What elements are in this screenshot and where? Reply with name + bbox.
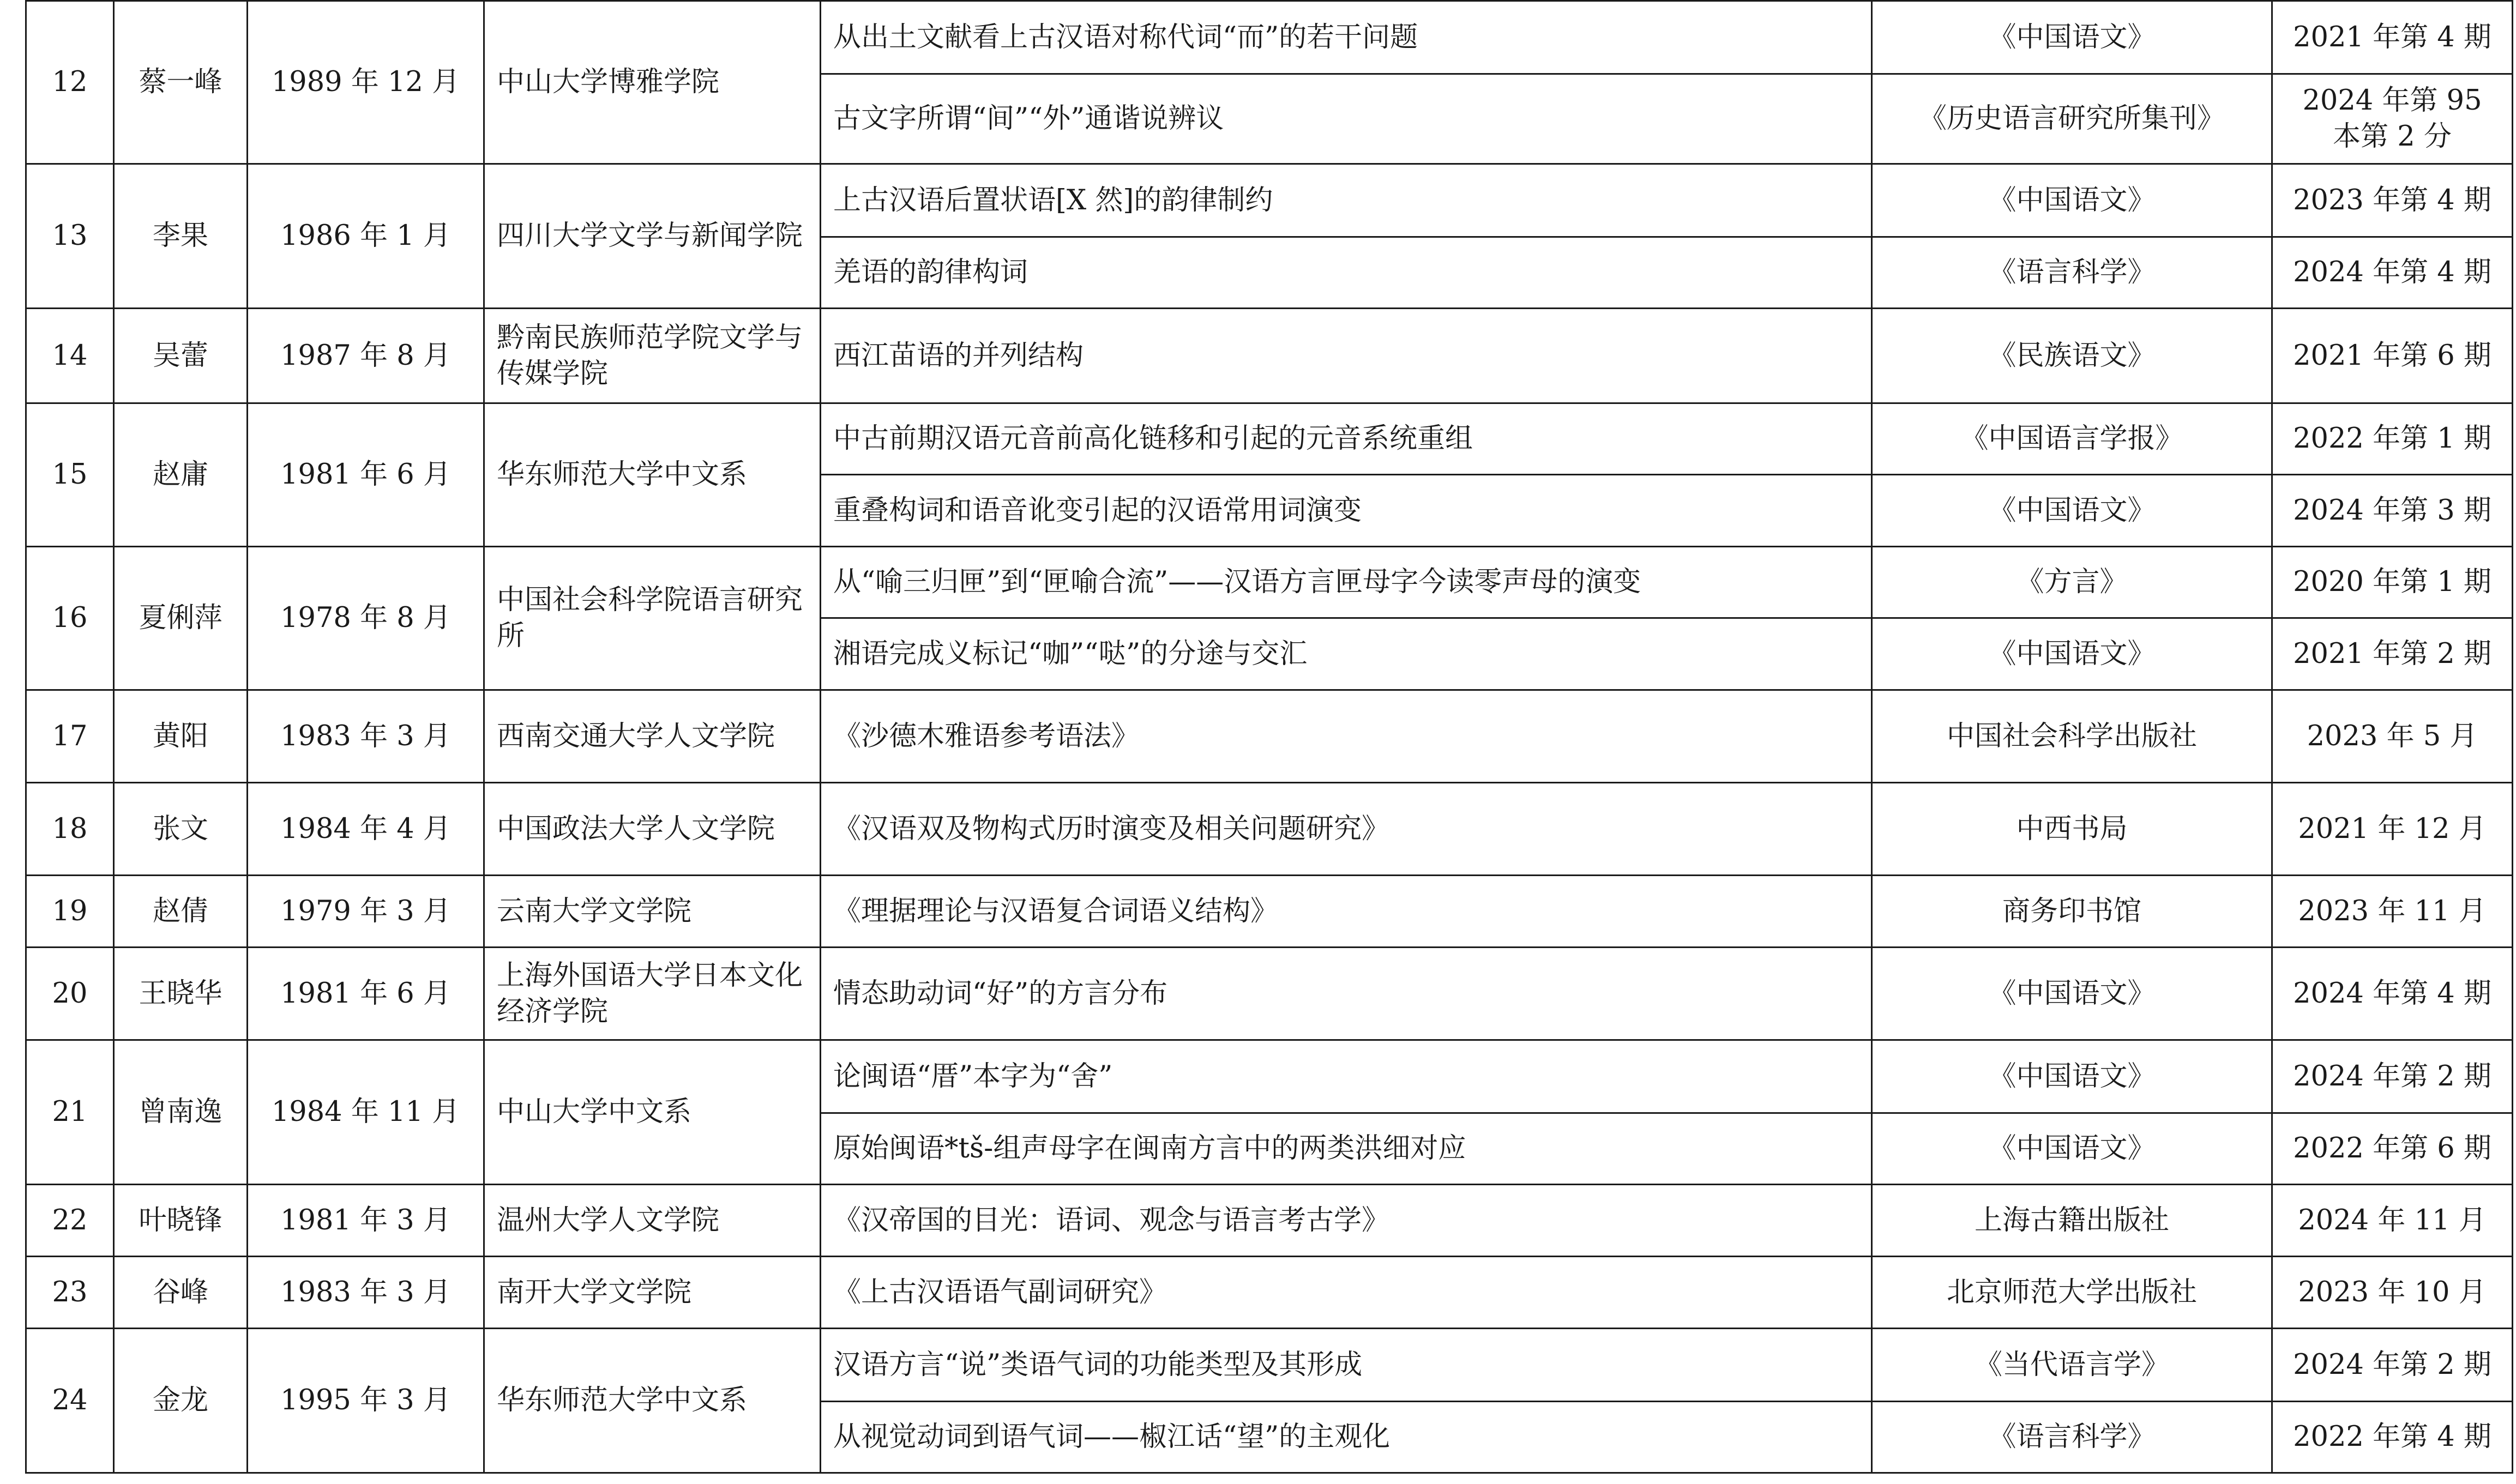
work-title: 从出土文献看上古汉语对称代词“而”的若干问题 [821, 1, 1872, 74]
table-row [26, 1329, 2513, 1402]
publication-venue: 《中国语文》 [1872, 618, 2272, 690]
work-title: 羌语的韵律构词 [821, 237, 1872, 309]
person-name: 蔡一峰 [114, 1, 248, 164]
person-name: 叶晓锋 [114, 1185, 248, 1257]
publication-date: 2022 年第 4 期 [2272, 1402, 2513, 1473]
work-title: 《理据理论与汉语复合词语义结构》 [821, 876, 1872, 948]
row-number: 18 [26, 783, 114, 876]
work-title: 中古前期汉语元音前高化链移和引起的元音系统重组 [821, 403, 1872, 475]
publication-date: 2021 年第 6 期 [2272, 309, 2513, 403]
publication-venue: 《历史语言研究所集刊》 [1872, 74, 2272, 164]
row-number: 17 [26, 690, 114, 783]
work-title: 《上古汉语语气副词研究》 [821, 1257, 1872, 1329]
affiliation: 中山大学中文系 [484, 1040, 821, 1185]
publication-venue: 《中国语言学报》 [1872, 403, 2272, 475]
table-row [26, 403, 2513, 475]
publication-date: 2024 年第 2 期 [2272, 1040, 2513, 1113]
table-row [26, 309, 2513, 403]
affiliation: 黔南民族师范学院文学与传媒学院 [484, 309, 821, 403]
affiliation: 华东师范大学中文系 [484, 1329, 821, 1473]
publication-venue: 《语言科学》 [1872, 237, 2272, 309]
row-number: 21 [26, 1040, 114, 1185]
work-title: 古文字所谓“间”“外”通谐说辨议 [821, 74, 1872, 164]
work-title: 《汉帝国的目光：语词、观念与语言考古学》 [821, 1185, 1872, 1257]
birth-date: 1983 年 3 月 [248, 690, 484, 783]
publication-venue: 《民族语文》 [1872, 309, 2272, 403]
table-row [26, 164, 2513, 237]
publication-venue: 《中国语文》 [1872, 1, 2272, 74]
birth-date: 1987 年 8 月 [248, 309, 484, 403]
table-row [26, 1040, 2513, 1113]
work-title: 情态助动词“好”的方言分布 [821, 948, 1872, 1040]
publication-date: 2023 年 10 月 [2272, 1257, 2513, 1329]
table-row [26, 1185, 2513, 1257]
work-title: 《沙德木雅语参考语法》 [821, 690, 1872, 783]
publication-venue: 《方言》 [1872, 547, 2272, 618]
person-name: 吴蕾 [114, 309, 248, 403]
publication-venue: 《中国语文》 [1872, 475, 2272, 547]
birth-date: 1995 年 3 月 [248, 1329, 484, 1473]
publication-date: 2022 年第 6 期 [2272, 1113, 2513, 1185]
affiliation: 华东师范大学中文系 [484, 403, 821, 547]
affiliation: 上海外国语大学日本文化经济学院 [484, 948, 821, 1040]
person-name: 赵庸 [114, 403, 248, 547]
row-number: 15 [26, 403, 114, 547]
row-number: 22 [26, 1185, 114, 1257]
person-name: 谷峰 [114, 1257, 248, 1329]
publication-date: 2024 年第 3 期 [2272, 475, 2513, 547]
affiliation: 中国政法大学人文学院 [484, 783, 821, 876]
work-title: 从视觉动词到语气词——椒江话“望”的主观化 [821, 1402, 1872, 1473]
publication-date: 2024 年第 4 期 [2272, 237, 2513, 309]
work-title: 汉语方言“说”类语气词的功能类型及其形成 [821, 1329, 1872, 1402]
birth-date: 1981 年 6 月 [248, 403, 484, 547]
row-number: 19 [26, 876, 114, 948]
publication-date: 2024 年 11 月 [2272, 1185, 2513, 1257]
work-title: 《汉语双及物构式历时演变及相关问题研究》 [821, 783, 1872, 876]
person-name: 黄阳 [114, 690, 248, 783]
row-number: 16 [26, 547, 114, 690]
publication-venue: 商务印书馆 [1872, 876, 2272, 948]
affiliation: 南开大学文学院 [484, 1257, 821, 1329]
birth-date: 1978 年 8 月 [248, 547, 484, 690]
publication-date: 2023 年 11 月 [2272, 876, 2513, 948]
person-name: 曾南逸 [114, 1040, 248, 1185]
publication-venue: 《语言科学》 [1872, 1402, 2272, 1473]
publication-date: 2024 年第 95 本第 2 分 [2272, 74, 2513, 164]
publication-venue: 北京师范大学出版社 [1872, 1257, 2272, 1329]
person-name: 金龙 [114, 1329, 248, 1473]
table-row [26, 547, 2513, 618]
affiliation: 温州大学人文学院 [484, 1185, 821, 1257]
birth-date: 1979 年 3 月 [248, 876, 484, 948]
publication-venue: 中西书局 [1872, 783, 2272, 876]
publication-date: 2021 年 12 月 [2272, 783, 2513, 876]
work-title: 论闽语“厝”本字为“舍” [821, 1040, 1872, 1113]
publication-date: 2023 年第 4 期 [2272, 164, 2513, 237]
publication-venue: 《当代语言学》 [1872, 1329, 2272, 1402]
publication-date: 2023 年 5 月 [2272, 690, 2513, 783]
birth-date: 1983 年 3 月 [248, 1257, 484, 1329]
work-title: 原始闽语*tš-组声母字在闽南方言中的两类洪细对应 [821, 1113, 1872, 1185]
birth-date: 1989 年 12 月 [248, 1, 484, 164]
row-number: 23 [26, 1257, 114, 1329]
work-title: 重叠构词和语音讹变引起的汉语常用词演变 [821, 475, 1872, 547]
table-row [26, 783, 2513, 876]
birth-date: 1986 年 1 月 [248, 164, 484, 309]
publication-venue: 《中国语文》 [1872, 164, 2272, 237]
birth-date: 1981 年 3 月 [248, 1185, 484, 1257]
publication-venue: 上海古籍出版社 [1872, 1185, 2272, 1257]
publication-venue: 中国社会科学出版社 [1872, 690, 2272, 783]
publication-venue: 《中国语文》 [1872, 1040, 2272, 1113]
birth-date: 1984 年 4 月 [248, 783, 484, 876]
awardees-table [25, 0, 2513, 1474]
affiliation: 中山大学博雅学院 [484, 1, 821, 164]
table-body [26, 1, 2513, 1473]
publication-date: 2024 年第 2 期 [2272, 1329, 2513, 1402]
table-row [26, 1257, 2513, 1329]
person-name: 王晓华 [114, 948, 248, 1040]
affiliation: 四川大学文学与新闻学院 [484, 164, 821, 309]
row-number: 14 [26, 309, 114, 403]
affiliation: 云南大学文学院 [484, 876, 821, 948]
birth-date: 1981 年 6 月 [248, 948, 484, 1040]
person-name: 李果 [114, 164, 248, 309]
row-number: 13 [26, 164, 114, 309]
affiliation: 中国社会科学院语言研究所 [484, 547, 821, 690]
publication-venue: 《中国语文》 [1872, 1113, 2272, 1185]
publication-date: 2020 年第 1 期 [2272, 547, 2513, 618]
table-row [26, 948, 2513, 1040]
birth-date: 1984 年 11 月 [248, 1040, 484, 1185]
table-row [26, 1, 2513, 74]
affiliation: 西南交通大学人文学院 [484, 690, 821, 783]
publication-date: 2021 年第 4 期 [2272, 1, 2513, 74]
publication-date: 2021 年第 2 期 [2272, 618, 2513, 690]
person-name: 夏俐萍 [114, 547, 248, 690]
table-row [26, 876, 2513, 948]
table-row [26, 690, 2513, 783]
work-title: 湘语完成义标记“咖”“哒”的分途与交汇 [821, 618, 1872, 690]
row-number: 24 [26, 1329, 114, 1473]
person-name: 赵倩 [114, 876, 248, 948]
person-name: 张文 [114, 783, 248, 876]
publication-date: 2024 年第 4 期 [2272, 948, 2513, 1040]
work-title: 从“喻三归匣”到“匣喻合流”——汉语方言匣母字今读零声母的演变 [821, 547, 1872, 618]
work-title: 西江苗语的并列结构 [821, 309, 1872, 403]
work-title: 上古汉语后置状语[X 然]的韵律制约 [821, 164, 1872, 237]
publication-venue: 《中国语文》 [1872, 948, 2272, 1040]
row-number: 20 [26, 948, 114, 1040]
publication-date: 2022 年第 1 期 [2272, 403, 2513, 475]
row-number: 12 [26, 1, 114, 164]
